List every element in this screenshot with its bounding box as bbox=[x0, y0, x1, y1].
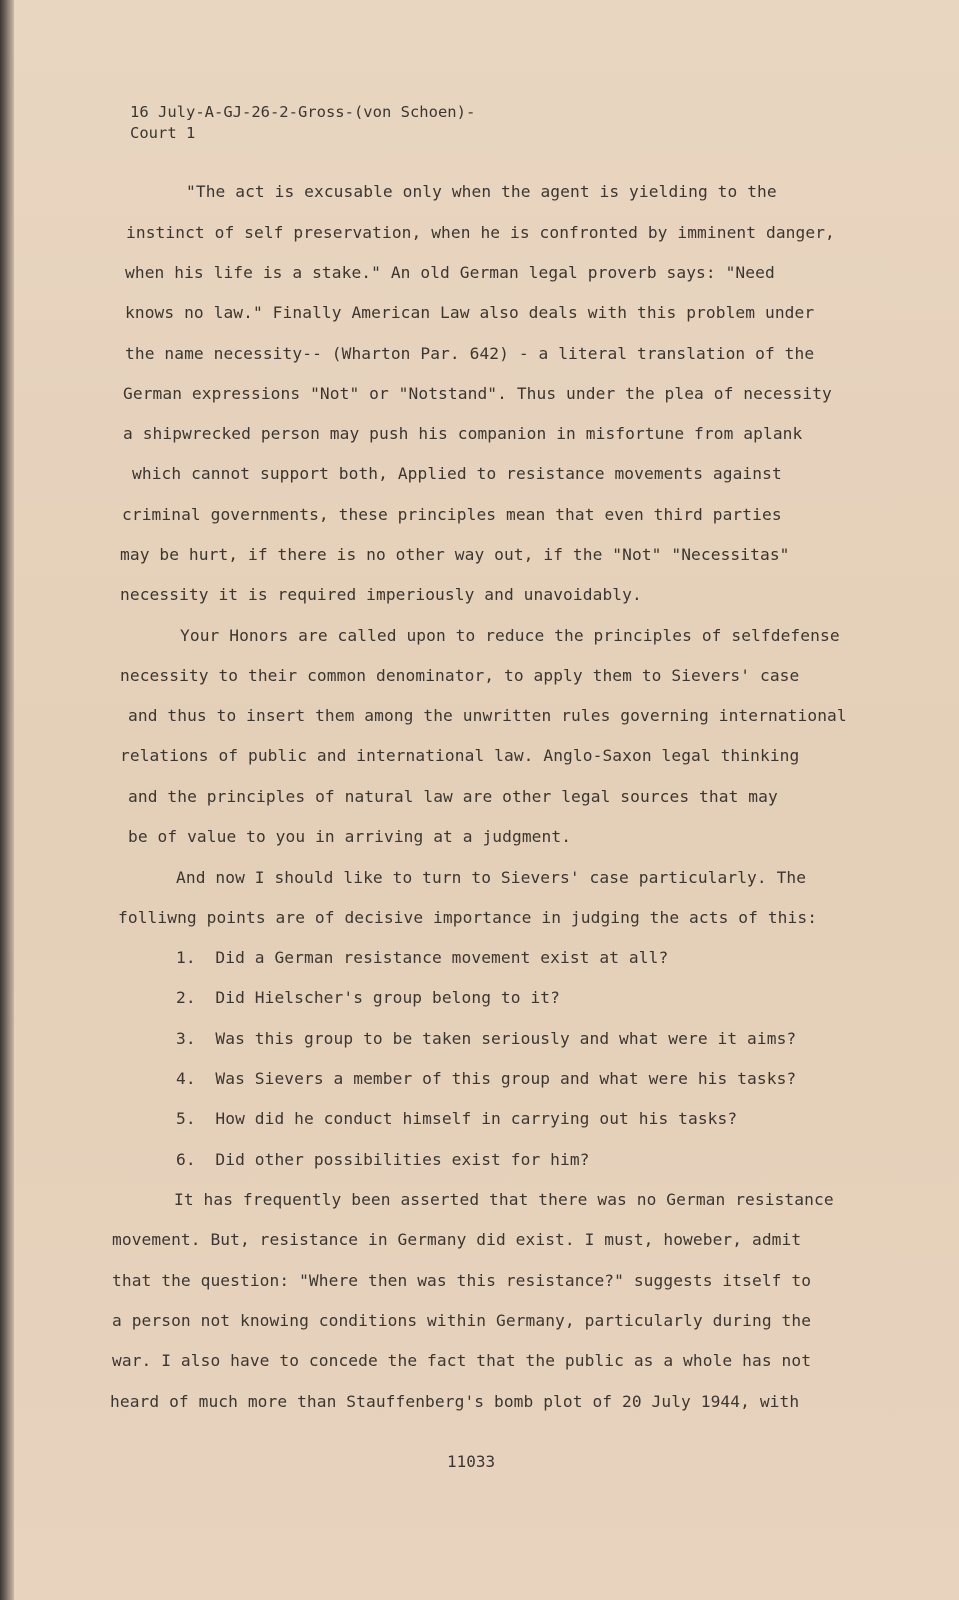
list-item: 2. Did Hielscher's group belong to it? bbox=[176, 988, 560, 1007]
header-line-2: Court 1 bbox=[130, 124, 196, 142]
text-line: the name necessity-- (Wharton Par. 642) - a literal translation of the bbox=[125, 344, 815, 363]
text-line: may be hurt, if there is no other way out, if the "Not" "Necessitas" bbox=[120, 545, 790, 564]
text-line: And now I should like to turn to Sievers' case particularly. The bbox=[176, 868, 807, 887]
text-line: necessity it is required imperiously and unavoidably. bbox=[120, 585, 642, 604]
text-line: that the question: "Where then was this resistance?" suggests itself to bbox=[112, 1271, 812, 1290]
list-item: 1. Did a German resistance movement exist at all? bbox=[176, 948, 669, 967]
list-item: 4. Was Sievers a member of this group and what were his tasks? bbox=[176, 1069, 797, 1088]
text-line: and the principles of natural law are other legal sources that may bbox=[128, 787, 778, 806]
text-line: necessity to their common denominator, to apply them to Sievers' case bbox=[120, 666, 800, 685]
text-line: instinct of self preservation, when he is confronted by imminent danger, bbox=[126, 223, 835, 242]
text-line: heard of much more than Stauffenberg's bomb plot of 20 July 1944, with bbox=[110, 1392, 800, 1411]
page-number: 11033 bbox=[447, 1452, 496, 1471]
page-torn-edge bbox=[0, 0, 14, 1600]
text-line: Your Honors are called upon to reduce the principles of selfdefense bbox=[180, 626, 840, 645]
text-line: when his life is a stake." An old German legal proverb says: "Need bbox=[125, 263, 775, 282]
text-line: relations of public and international law. Anglo-Saxon legal thinking bbox=[120, 746, 800, 765]
list-item: 3. Was this group to be taken seriously and what were it aims? bbox=[176, 1029, 797, 1048]
text-line: a person not knowing conditions within Germany, particularly during the bbox=[112, 1311, 812, 1330]
list-item: 6. Did other possibilities exist for him? bbox=[176, 1150, 590, 1169]
text-line: It has frequently been asserted that there was no German resistance bbox=[174, 1190, 834, 1209]
text-line: be of value to you in arriving at a judgment. bbox=[128, 827, 572, 846]
text-line: folliwng points are of decisive importance in judging the acts of this: bbox=[118, 908, 818, 927]
text-line: and thus to insert them among the unwritten rules governing international bbox=[128, 706, 847, 725]
document-header bbox=[130, 102, 475, 144]
text-line: a shipwrecked person may push his companion in misfortune from aplank bbox=[123, 424, 803, 443]
text-line: knows no law." Finally American Law also deals with this problem under bbox=[125, 303, 815, 322]
text-line: German expressions "Not" or "Notstand". Thus under the plea of necessity bbox=[123, 384, 832, 403]
text-line: criminal governments, these principles mean that even third parties bbox=[122, 505, 782, 524]
header-line-1: 16 July-A-GJ-26-2-Gross-(von Schoen)- bbox=[130, 103, 476, 121]
text-line: movement. But, resistance in Germany did exist. I must, howeber, admit bbox=[112, 1230, 802, 1249]
text-line: "The act is excusable only when the agent is yielding to the bbox=[186, 182, 777, 201]
text-line: which cannot support both, Applied to resistance movements against bbox=[132, 464, 782, 483]
list-item: 5. How did he conduct himself in carrying out his tasks? bbox=[176, 1109, 738, 1128]
text-line: war. I also have to concede the fact that the public as a whole has not bbox=[112, 1351, 812, 1370]
